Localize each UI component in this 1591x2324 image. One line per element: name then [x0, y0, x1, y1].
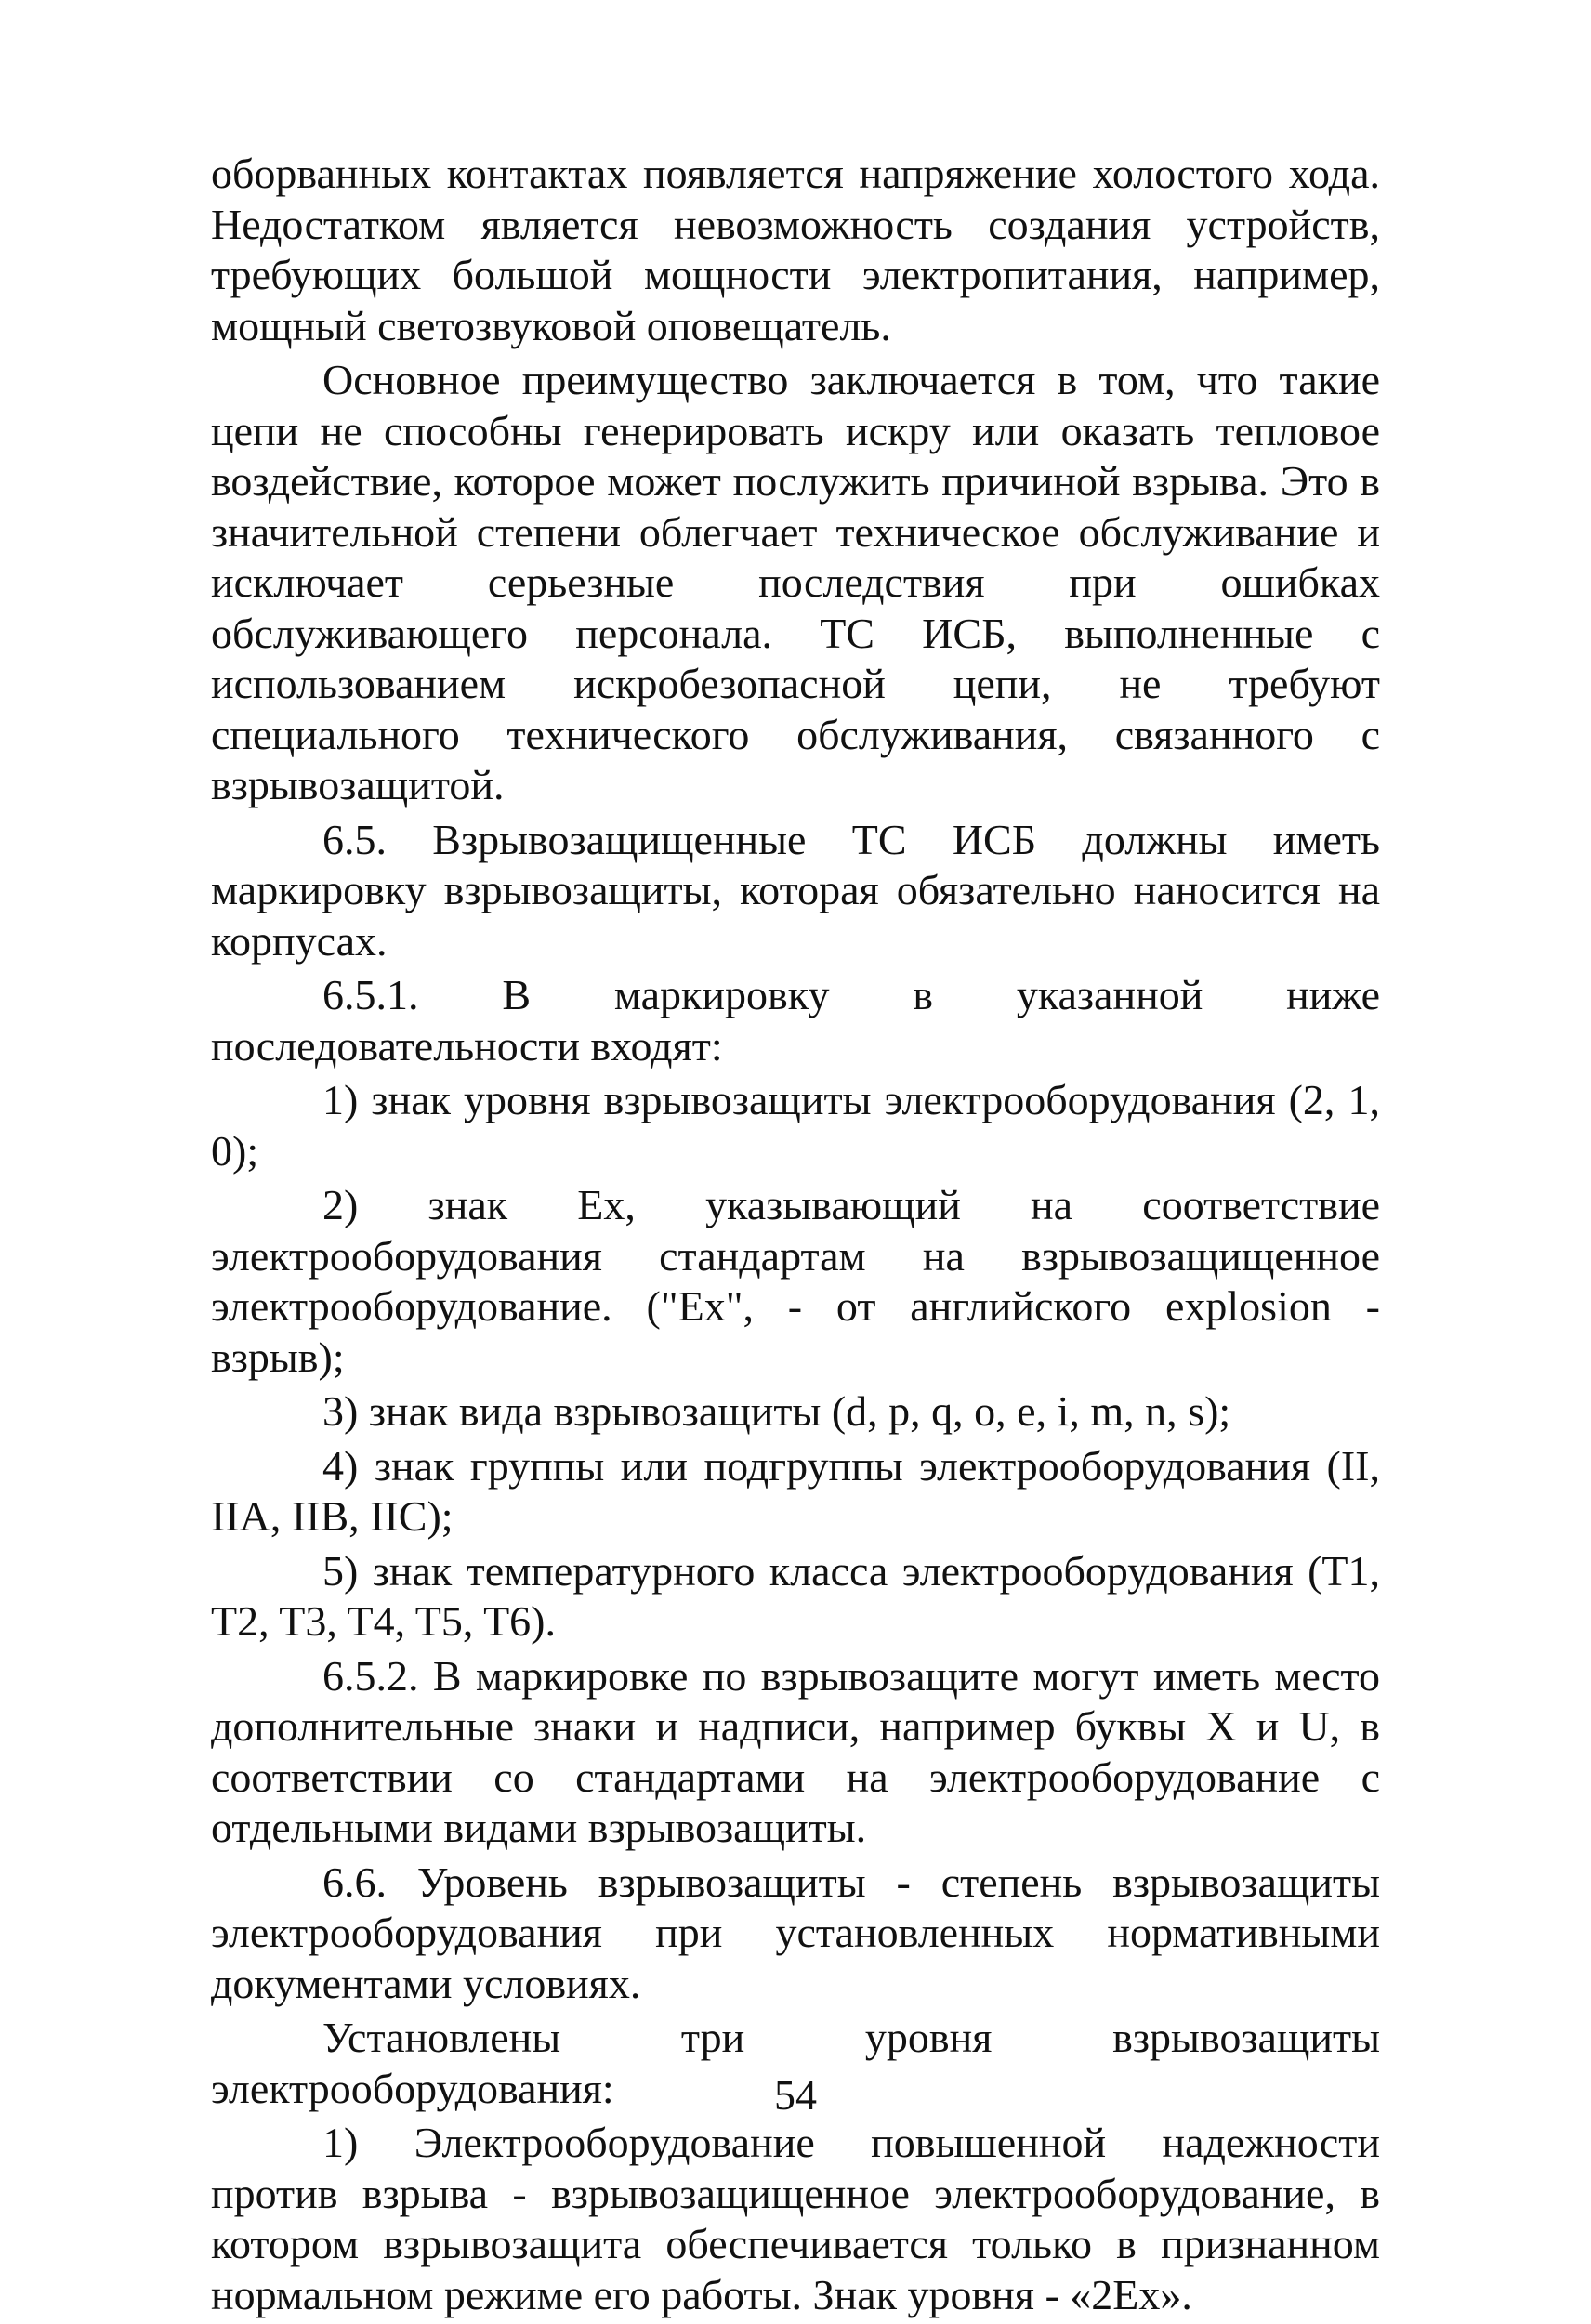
list-item-5: 5) знак температурного класса электрооборудования (T1, T2, T3, T4, T5, T6). [211, 1546, 1380, 1645]
paragraph-4: 6.5.1. В маркировку в указанной ниже последовательности входят: [211, 971, 1380, 1070]
paragraph-7: Установлены три уровня взрывозащиты электрооборудования: [211, 2014, 1380, 2112]
list-item-1: 1) знак уровня взрывозащиты электрооборудования (2, 1, 0); [211, 1076, 1380, 1175]
paragraph-8: 1) Электрооборудование повышенной надежности против взрыва - взрывозащищенное электрооборудование, в котором взрывозащита обеспечивается только в признанном нормальном режиме его работы. Знак уровня - «2Ex». [211, 2119, 1380, 2318]
paragraph-1: оборванных контактах появляется напряжение холостого хода. Недостатком является невозможность создания устройств, требующих большой мощности электропитания, например, мощный светозвуковой оповещатель. [211, 150, 1380, 349]
page-number: 54 [774, 2071, 817, 2119]
document-body [211, 149, 1380, 2324]
paragraph-2: Основное преимущество заключается в том, что такие цепи не способны генерировать искру или оказать тепловое воздействие, которое может послужить причиной взрыва. Это в значительной степени облегчает техническое обслуживание и исключает серьезные последствия при ошибках обслуживающего персонала. ТС ИСБ, выполненные с использованием искробезопасной цепи, не требуют специального технического обслуживания, связанного с взрывозащитой. [211, 356, 1380, 808]
list-item-3: 3) знак вида взрывозащиты (d, p, q, o, e, i, m, n, s); [322, 1387, 1231, 1435]
list-item-4: 4) знак группы или подгруппы электрооборудования (II, IIA, IIB, IIC); [211, 1441, 1380, 1540]
paragraph-3: 6.5. Взрывозащищенные ТС ИСБ должны иметь маркировку взрывозащиты, которая обязательно наносится на корпусах. [211, 815, 1380, 965]
paragraph-5: 6.5.2. В маркировке по взрывозащите могут иметь место дополнительные знаки и надписи, например буквы X и U, в соответствии со стандартами на электрооборудование с отдельными видами взрывозащиты. [211, 1651, 1380, 1851]
list-item-2: 2) знак Ex, указывающий на соответствие электрооборудования стандартам на взрывозащищенное электрооборудование. ("Ex", - от английского explosion - взрыв); [211, 1181, 1380, 1381]
paragraph-6: 6.6. Уровень взрывозащиты - степень взрывозащиты электрооборудования при установленных нормативными документами условиях. [211, 1858, 1380, 2007]
